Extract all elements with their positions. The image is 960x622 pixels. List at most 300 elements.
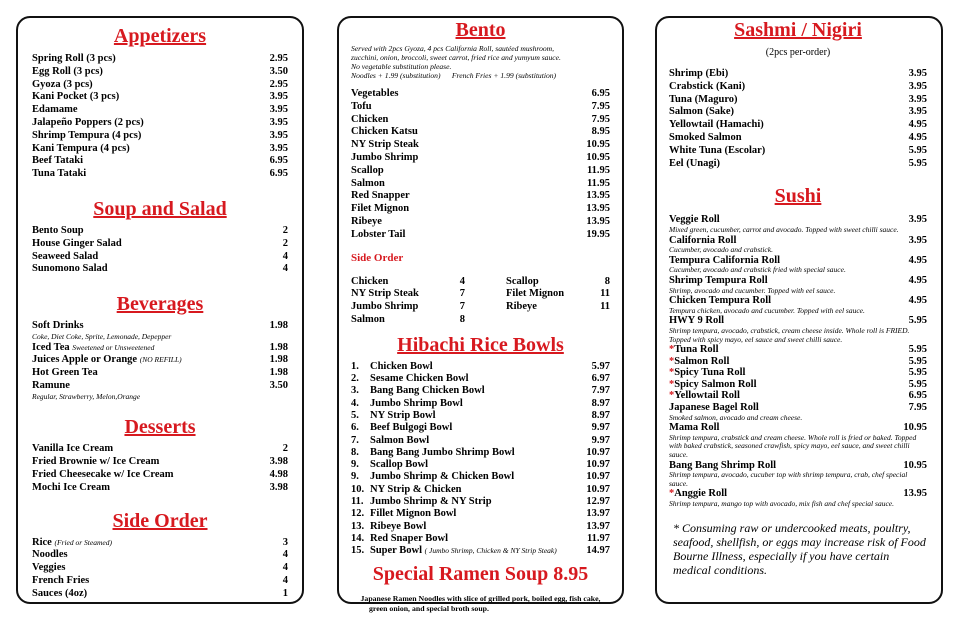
menu-item-name-wrap xyxy=(351,190,410,203)
bento-list xyxy=(351,88,610,242)
hibachi-item-price: 8.97 xyxy=(591,409,610,421)
menu-item-row xyxy=(351,301,465,314)
menu-item-name: Shrimp Tempura (4 pcs) xyxy=(32,129,142,141)
menu-item-name-wrap xyxy=(669,119,764,132)
menu-item-name: White Tuna (Escolar) xyxy=(669,144,766,156)
menu-item-name-wrap xyxy=(32,117,144,130)
menu-item-name: Jalapeño Poppers (2 pcs) xyxy=(32,116,144,128)
sushi-raw-asterisk: * xyxy=(669,344,675,356)
menu-item-price: 1.98 xyxy=(269,354,288,366)
menu-item xyxy=(32,53,288,66)
hibachi-item-name-wrap xyxy=(370,533,587,545)
menu-item-name-wrap xyxy=(669,158,720,171)
sushi-item-note: Shrimp, avocado and cucumber. Topped with eel sauce. xyxy=(669,285,836,295)
menu-item xyxy=(669,68,927,81)
sushi-item xyxy=(669,315,927,344)
hibachi-item-name-wrap xyxy=(370,459,586,471)
sushi-item-name: Tempura California Roll xyxy=(669,254,781,266)
menu-item-row xyxy=(32,263,288,276)
menu-item-name: Kani Tempura (4 pcs) xyxy=(32,142,130,154)
menu-item xyxy=(669,158,927,171)
menu-item-name-wrap xyxy=(351,152,418,165)
sushi-item-row xyxy=(669,367,927,379)
menu-item xyxy=(351,276,465,289)
menu-item-price: 6.95 xyxy=(591,88,610,99)
sushi-item-price: 5.95 xyxy=(908,344,927,356)
menu-item-name: Gyoza (3 pcs) xyxy=(32,78,93,90)
hibachi-item-name: Jumbo Shrimp & Chicken Bowl xyxy=(370,471,515,483)
sushi-item xyxy=(669,390,927,402)
menu-item-name: Mochi Ice Cream xyxy=(32,481,110,493)
sushi-item-note: Mixed green, cucumber, carrot and avocado. Topped with sweet chilli sauce. xyxy=(669,224,899,234)
sushi-item-note: Cucumber, avocado and crabstick fried with special sauce. xyxy=(669,265,846,275)
menu-item-name: Vegetables xyxy=(351,88,399,99)
menu-item-row xyxy=(351,88,610,101)
menu-item-price: 4.95 xyxy=(908,119,927,131)
sushi-item xyxy=(669,356,927,368)
menu-item-row xyxy=(351,101,610,114)
sushi-item-price: 10.95 xyxy=(903,459,927,471)
sushi-item-row xyxy=(669,295,927,307)
menu-item-name-wrap xyxy=(32,380,70,393)
beverages-heading: Beverages xyxy=(116,293,204,316)
menu-item-name: Vanilla Ice Cream xyxy=(32,443,114,455)
hibachi-item-price: 13.97 xyxy=(586,520,610,532)
menu-item-row xyxy=(669,81,927,94)
menu-item-row xyxy=(669,145,927,158)
menu-item-name-wrap xyxy=(32,443,113,456)
menu-item-name: Crabstick (Kani) xyxy=(669,80,746,92)
sushi-item-price: 5.95 xyxy=(908,378,927,390)
sushi-item xyxy=(669,235,927,255)
menu-item xyxy=(351,190,610,203)
hibachi-item-price: 14.97 xyxy=(586,545,610,557)
menu-item-name: Kani Pocket (3 pcs) xyxy=(32,91,120,103)
menu-item-name-wrap xyxy=(351,216,382,229)
menu-item-name: Egg Roll (3 pcs) xyxy=(32,65,103,77)
sushi-item xyxy=(669,295,927,315)
menu-item-name-wrap xyxy=(32,168,86,181)
menu-item xyxy=(351,101,610,114)
sushi-item-price: 6.95 xyxy=(908,390,927,402)
hibachi-item-number: 2. xyxy=(351,373,359,385)
menu-item-row xyxy=(32,143,288,156)
menu-item-name: Bento Soup xyxy=(32,224,84,236)
menu-item-name-wrap xyxy=(669,132,742,145)
menu-item xyxy=(32,66,288,79)
menu-item-row xyxy=(32,53,288,66)
menu-item-row xyxy=(32,225,288,238)
menu-item-price: 3.95 xyxy=(269,142,288,154)
bento-side-left xyxy=(351,276,465,327)
menu-item-price: 7.95 xyxy=(591,100,610,112)
hibachi-item xyxy=(351,545,610,557)
menu-item xyxy=(351,314,465,327)
menu-item-name: Fried Cheesecake w/ Ice Cream xyxy=(32,468,174,480)
hibachi-item-number: 9. xyxy=(351,459,359,471)
sushi-item-name: Salmon Roll xyxy=(674,355,730,367)
hibachi-item-price: 12.97 xyxy=(586,496,610,508)
menu-item xyxy=(351,139,610,152)
ramen-desc-line: green onion, and special broth soup. xyxy=(369,604,489,614)
sushi-item-name: Yellowtail Roll xyxy=(674,390,740,402)
menu-item xyxy=(32,251,288,264)
hibachi-item-price: 10.97 xyxy=(586,446,610,458)
menu-item-name-wrap xyxy=(351,203,409,216)
menu-item xyxy=(32,469,288,482)
sushi-item-note: Smoked salmon, avocado and cream cheese. xyxy=(669,412,803,422)
hibachi-item-name: Red Snaper Bowl xyxy=(370,532,448,544)
menu-item-row xyxy=(351,114,610,127)
menu-item-name-wrap xyxy=(351,276,388,289)
hibachi-item-price: 6.97 xyxy=(591,373,610,385)
sushi-item xyxy=(669,402,927,422)
menu-item-name-wrap xyxy=(32,238,122,251)
sushi-item-price: 4.95 xyxy=(908,254,927,266)
hibachi-item xyxy=(351,361,610,373)
menu-item-row xyxy=(32,367,288,380)
menu-item-name-wrap xyxy=(351,301,418,314)
hibachi-item-number: 4. xyxy=(351,397,359,409)
menu-item-row xyxy=(669,132,927,145)
menu-item-price: 11.95 xyxy=(586,177,610,189)
hibachi-item-name: Bang Bang Jumbo Shrimp Bowl xyxy=(370,446,515,458)
menu-item-price: 19.95 xyxy=(586,228,610,240)
menu-item-name: Spring Roll (3 pcs) xyxy=(32,53,116,64)
sushi-item-name: Anggie Roll xyxy=(674,488,728,500)
sushi-item-note: Shrimp tempura, crabstick and cream cheese. Whole roll is fried or baked. Topped with baked crabstick, seasoned crawfish, spicy mayo, eel sauce, and sweet chilli sauce. xyxy=(669,432,917,460)
menu-item xyxy=(32,104,288,117)
menu-item-row xyxy=(32,354,288,367)
sushi-item-name: Tuna Roll xyxy=(674,344,719,356)
menu-item-name-wrap xyxy=(32,155,83,168)
menu-item xyxy=(32,443,288,456)
menu-item-price: 3.98 xyxy=(269,456,288,468)
ramen-desc-line: Japanese Ramen Noodles with slice of grilled pork, boiled egg, fish cake, xyxy=(360,593,601,603)
menu-item-row xyxy=(669,68,927,81)
menu-item xyxy=(32,320,288,341)
menu-item-name-wrap xyxy=(351,88,398,101)
hibachi-item-name: Ribeye Bowl xyxy=(370,520,427,532)
sushi-item-price: 4.95 xyxy=(908,274,927,286)
menu-panel-left xyxy=(16,16,304,604)
menu-item-price: 4 xyxy=(282,562,288,574)
menu-item-price: 3.50 xyxy=(269,65,288,77)
menu-item xyxy=(351,178,610,191)
hibachi-item-name: Jumbo Shrimp & NY Strip xyxy=(370,496,492,508)
hibachi-item-name-wrap xyxy=(370,447,586,459)
menu-item xyxy=(32,588,288,601)
menu-item xyxy=(669,94,927,107)
hibachi-item-name-wrap xyxy=(370,545,586,557)
sushi-item xyxy=(669,367,927,379)
menu-item-name: Yellowtail (Hamachi) xyxy=(669,119,764,131)
menu-item-name: Filet Mignon xyxy=(506,288,565,300)
menu-item-name-wrap xyxy=(32,251,98,264)
menu-item xyxy=(32,168,288,181)
hibachi-item xyxy=(351,508,610,520)
menu-item-name: Rice xyxy=(32,536,52,548)
menu-panel-middle xyxy=(337,16,624,614)
menu-item-price: 3.95 xyxy=(908,80,927,92)
menu-item-price: 4.98 xyxy=(269,468,288,480)
menu-item-name-wrap xyxy=(32,53,116,66)
hibachi-item-name-wrap xyxy=(370,373,592,385)
menu-item xyxy=(351,216,610,229)
menu-item-price: 6.95 xyxy=(269,155,288,167)
sushi-item-row xyxy=(669,402,927,414)
soup-salad-heading: Soup and Salad xyxy=(93,197,227,220)
menu-item-name-wrap xyxy=(506,301,537,314)
hibachi-item-inline-note: ( Jumbo Shrimp, Chicken & NY Strip Steak) xyxy=(424,546,557,556)
menu-item-row xyxy=(32,537,288,550)
menu-item-row xyxy=(32,79,288,92)
hibachi-item-price: 9.97 xyxy=(591,434,610,446)
hibachi-item-number: 1. xyxy=(351,360,359,372)
hibachi-item-price: 9.97 xyxy=(591,422,610,434)
menu-item-row xyxy=(32,443,288,456)
menu-item-row xyxy=(32,251,288,264)
sushi-item-row xyxy=(669,275,927,287)
menu-item-name: Seaweed Salad xyxy=(32,250,99,262)
hibachi-item-name: Bang Bang Chicken Bowl xyxy=(370,385,485,397)
hibachi-item-number: 8. xyxy=(351,446,359,458)
menu-item-price: 4 xyxy=(282,574,288,586)
menu-item xyxy=(351,288,465,301)
hibachi-item-name-wrap xyxy=(370,422,592,434)
menu-item xyxy=(351,301,465,314)
menu-item xyxy=(32,263,288,276)
menu-item xyxy=(351,203,610,216)
ramen-description xyxy=(351,594,610,615)
sushi-item-name: Mama Roll xyxy=(669,422,720,434)
menu-item-price: 11 xyxy=(600,288,610,300)
beverages-list xyxy=(32,320,288,401)
menu-item-name-wrap xyxy=(351,314,385,327)
desserts-heading: Desserts xyxy=(124,416,196,439)
menu-item-name: Red Snapper xyxy=(351,190,410,202)
menu-item xyxy=(32,456,288,469)
menu-item-row xyxy=(351,165,610,178)
menu-item-price: 1.98 xyxy=(269,367,288,379)
menu-item-name-wrap xyxy=(32,143,130,156)
menu-item-name-wrap xyxy=(32,562,65,575)
menu-item-price: 1.98 xyxy=(269,320,288,332)
menu-item-name: Ribeye xyxy=(506,301,537,313)
hibachi-item-price: 10.97 xyxy=(586,483,610,495)
menu-item-row xyxy=(32,549,288,562)
hibachi-item-price: 11.97 xyxy=(586,532,610,544)
menu-item-row xyxy=(351,276,465,289)
hibachi-item-number: 3. xyxy=(351,385,359,397)
sushi-item xyxy=(669,255,927,275)
bento-heading: Bento xyxy=(455,19,506,41)
sushi-item-name: Bang Bang Shrimp Roll xyxy=(669,459,777,471)
sushi-raw-asterisk: * xyxy=(669,390,675,402)
menu-item-name: Iced Tea xyxy=(32,341,70,353)
hibachi-item-name-wrap xyxy=(370,385,592,397)
menu-item-price: 13.95 xyxy=(586,215,610,227)
menu-item-name: Scallop xyxy=(506,275,539,287)
menu-item-name-wrap xyxy=(32,588,87,601)
menu-item-name-wrap xyxy=(351,165,384,178)
hibachi-item-name: Jumbo Shrimp Bowl xyxy=(370,397,463,409)
bento-desc-line: No vegetable substitution please. xyxy=(351,62,452,71)
menu-item xyxy=(506,276,610,289)
sushi-item xyxy=(669,344,927,356)
bento-desc-line: zucchini, onion, broccoli, sweet carrot, fried rice and yumyum sauce. xyxy=(351,53,561,62)
appetizers-list xyxy=(32,53,288,181)
menu-item-name-wrap xyxy=(506,276,539,289)
menu-item-name-wrap xyxy=(32,130,141,143)
menu-item xyxy=(32,549,288,562)
menu-item-row xyxy=(32,575,288,588)
menu-item-name-wrap xyxy=(32,354,182,367)
menu-item-row xyxy=(32,130,288,143)
menu-item xyxy=(32,342,288,355)
sushi-item-name-wrap xyxy=(669,402,759,414)
menu-item-row xyxy=(32,91,288,104)
hibachi-list xyxy=(351,361,610,558)
menu-item-name-wrap xyxy=(32,482,110,495)
hibachi-item-number: 9. xyxy=(351,471,359,483)
sushi-item-name: Veggie Roll xyxy=(669,214,720,226)
menu-item-name-wrap xyxy=(32,66,103,79)
menu-item-name: Chicken xyxy=(351,113,389,125)
menu-item-name: NY Strip Steak xyxy=(351,139,419,151)
sushi-item-name-wrap xyxy=(669,367,745,379)
hibachi-item xyxy=(351,496,610,508)
ramen-heading: Special Ramen Soup 8.95 xyxy=(372,562,589,585)
menu-item-row xyxy=(32,482,288,495)
menu-item-name: Veggies xyxy=(32,562,66,574)
menu-item-price: 13.95 xyxy=(586,190,610,202)
menu-item-name-wrap xyxy=(351,101,372,114)
sushi-item-note: Cucumber, avocado and crabstick. xyxy=(669,245,773,255)
hibachi-item xyxy=(351,373,610,385)
sushi-item-name-wrap xyxy=(669,379,757,391)
menu-item-name: House Ginger Salad xyxy=(32,237,122,249)
hibachi-item-number: 14. xyxy=(351,532,365,544)
sushi-raw-asterisk: * xyxy=(669,378,675,390)
hibachi-item-name-wrap xyxy=(370,435,592,447)
menu-item-price: 3.50 xyxy=(269,379,288,391)
menu-item-inline-note: Sweetened or Unsweetened xyxy=(72,342,155,352)
hibachi-item xyxy=(351,459,610,471)
menu-item xyxy=(351,114,610,127)
sushi-item-price: 7.95 xyxy=(908,402,927,414)
sushi-item-price: 3.95 xyxy=(908,234,927,246)
menu-item-row xyxy=(351,229,610,242)
hibachi-heading: Hibachi Rice Bowls xyxy=(397,333,564,356)
menu-item-price: 8 xyxy=(459,313,465,325)
menu-item-name: Sauces (4oz) xyxy=(32,587,88,599)
sushi-item xyxy=(669,422,927,459)
menu-item-price: 6.95 xyxy=(269,168,288,180)
menu-item xyxy=(669,106,927,119)
menu-item-inline-note: (NO REFILL) xyxy=(139,355,182,365)
menu-item-name-wrap xyxy=(351,178,385,191)
menu-item-row xyxy=(351,203,610,216)
hibachi-item xyxy=(351,484,610,496)
hibachi-item-name-wrap xyxy=(370,398,592,410)
menu-item-name-wrap xyxy=(32,104,78,117)
sushi-item-name: Chicken Tempura Roll xyxy=(669,295,772,307)
menu-item-row xyxy=(32,562,288,575)
sushi-heading: Sushi xyxy=(774,185,822,208)
menu-item-price: 3.95 xyxy=(269,129,288,141)
menu-item-price: 7 xyxy=(459,301,465,313)
menu-item-price: 11 xyxy=(600,301,610,313)
sushi-raw-asterisk: * xyxy=(669,488,675,500)
menu-item-name: Tuna (Maguro) xyxy=(669,93,738,105)
menu-item-name: Filet Mignon xyxy=(351,203,410,215)
hibachi-item xyxy=(351,410,610,422)
sushi-item-name-wrap xyxy=(669,275,768,287)
menu-panel-right xyxy=(655,16,943,604)
menu-item xyxy=(351,88,610,101)
menu-item-name: Tuna Tataki xyxy=(32,168,87,180)
sushi-item-name: Spicy Tuna Roll xyxy=(674,367,746,379)
sushi-item xyxy=(669,379,927,391)
hibachi-item-name: Sesame Chicken Bowl xyxy=(370,373,469,385)
menu-item-row xyxy=(32,588,288,601)
sushi-raw-asterisk: * xyxy=(669,367,675,379)
hibachi-item-number: 6. xyxy=(351,422,359,434)
menu-item-name: Lobster Tail xyxy=(351,228,406,240)
menu-item-name-wrap xyxy=(32,91,119,104)
menu-item-price: 10.95 xyxy=(586,139,610,151)
menu-item-price: 11.95 xyxy=(586,164,610,176)
menu-item-row xyxy=(32,456,288,469)
menu-item xyxy=(351,126,610,139)
menu-item-name-wrap xyxy=(32,79,93,92)
sushi-item-name: Shrimp Tempura Roll xyxy=(669,274,768,286)
menu-item-row xyxy=(669,106,927,119)
menu-item-price: 5.95 xyxy=(908,157,927,169)
sushi-item xyxy=(669,488,927,508)
menu-item-row xyxy=(506,301,610,314)
menu-item-name-wrap xyxy=(669,106,734,119)
menu-item-row xyxy=(32,117,288,130)
menu-item-row xyxy=(32,168,288,181)
sushi-item-row xyxy=(669,356,927,368)
menu-item-name: Beef Tataki xyxy=(32,155,84,167)
menu-item-row xyxy=(669,119,927,132)
menu-item xyxy=(32,482,288,495)
menu-item-price: 13.95 xyxy=(586,203,610,215)
hibachi-item-name-wrap xyxy=(370,508,586,520)
sushi-item-price: 13.95 xyxy=(903,488,927,500)
sushi-list xyxy=(669,214,927,508)
hibachi-item-name: Scallop Bowl xyxy=(370,459,429,471)
menu-item xyxy=(32,143,288,156)
hibachi-item-name: Beef Bulgogi Bowl xyxy=(370,422,453,434)
menu-item-price: 3.98 xyxy=(269,481,288,493)
hibachi-item-name: Chicken Bowl xyxy=(370,360,433,372)
menu-item-name-wrap xyxy=(351,126,418,139)
sushi-item-note: Shrimp tempura, avocado, cucuber top with shrimp tempura, crab, chef special sauce. xyxy=(669,470,908,488)
hibachi-item-number: 13. xyxy=(351,520,365,532)
sushi-item-row xyxy=(669,390,927,402)
bento-side-order xyxy=(351,276,610,327)
menu-item-name: Shrimp (Ebi) xyxy=(669,68,729,79)
menu-item-name: Sunomono Salad xyxy=(32,263,108,275)
menu-item-name: French Fries xyxy=(32,574,90,586)
menu-item-name-wrap xyxy=(669,81,745,94)
menu-item-price: 10.95 xyxy=(586,151,610,163)
menu-item xyxy=(32,238,288,251)
